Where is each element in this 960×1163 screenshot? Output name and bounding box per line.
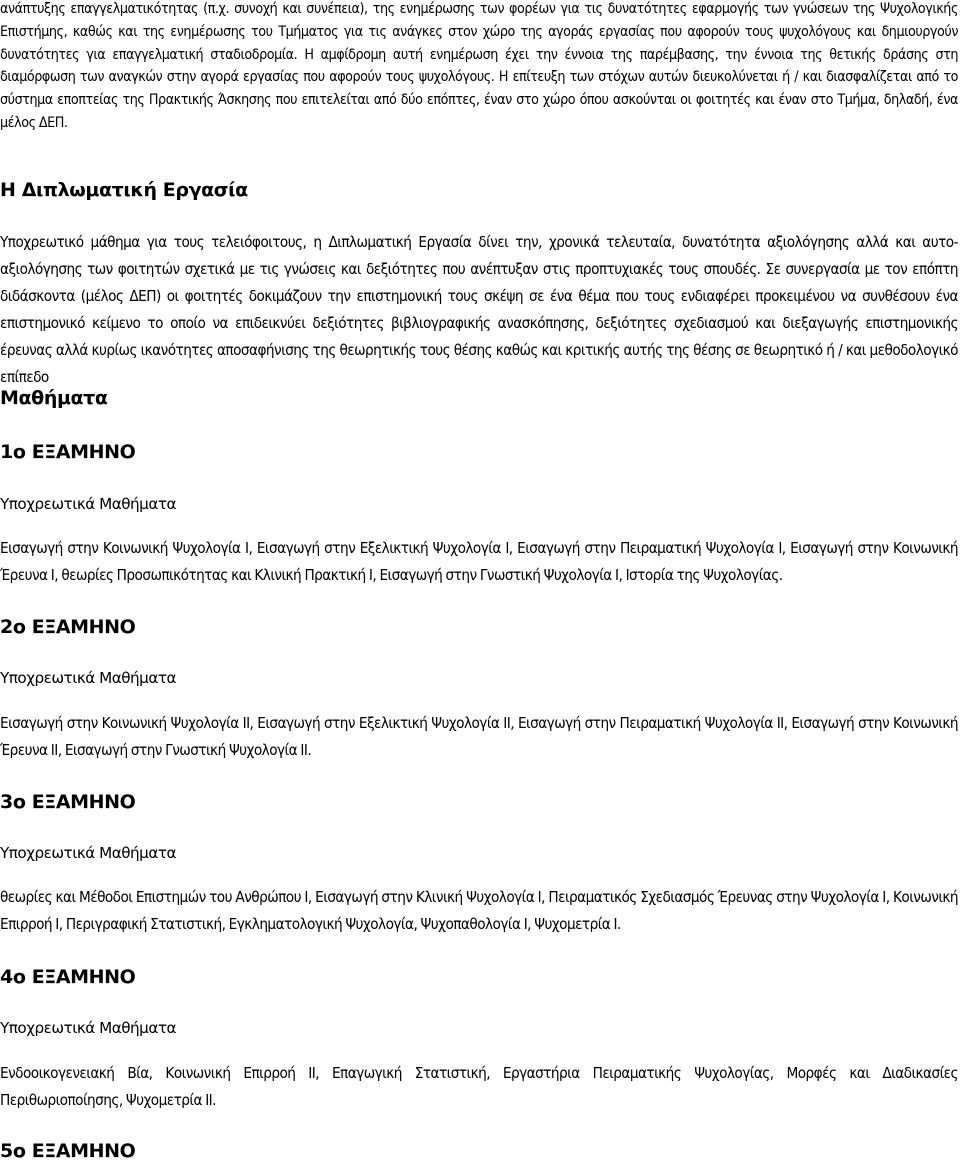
- semester-5-title: 5ο ΕΞΑΜΗΝΟ: [0, 1140, 136, 1162]
- semester-4-courses: Ενδοοικογενειακή Βία, Κοινωνική Επιρροή ΙΙ, Επαγωγική Στατιστική, Εργαστήρια Πειραματικής Ψυχολογίας, Μορφές και Διαδικασίες Περιθωριοποίησης, Ψυχομετρία ΙΙ.: [0, 1064, 958, 1109]
- semester-4-title: 4ο ΕΞΑΜΗΝΟ: [0, 966, 136, 988]
- courses-heading: Μαθήματα: [0, 387, 108, 409]
- semester-2-courses: Εισαγωγή στην Κοινωνική Ψυχολογία ΙΙ, Εισαγωγή στην Εξελικτική Ψυχολογία ΙΙ, Εισαγωγή στην Πειραματική Ψυχολογία ΙΙ, Εισαγωγή στην Κοινωνική Έρευνα ΙΙ, Εισαγωγή στην Γνωστική Ψυχολογία ΙΙ.: [0, 714, 958, 759]
- semester-1-courses: Εισαγωγή στην Κοινωνική Ψυχολογία Ι, Εισαγωγή στην Εξελικτική Ψυχολογία Ι, Εισαγωγή στην Πειραματική Ψυχολογία Ι, Εισαγωγή στην Κοινωνική Έρευνα Ι, θεωρίες Προσωπικότητας και Κλινική Πρακτική Ι, Εισαγωγή στην Γνωστική Ψυχολογία Ι, Ιστορία της Ψυχολογίας.: [0, 539, 958, 584]
- semester-2-subheading: Υποχρεωτικά Μαθήματα: [0, 669, 176, 687]
- intro-paragraph: ανάπτυξης επαγγελματικότητας (π.χ. συνοχή και συνέπεια), της ενημέρωσης των φορέων για τις δυνατότητες εφαρμογής των γνώσεων της Ψυχολογικής Επιστήμης, καθώς και της ενημέρωσης του Τμήματος για τις ανάγκες στον χώρο της αγοράς εργασίας που αφορούν τους ψυχολόγους και δημιουργούν δυνατότητες για επαγγελματική σταδιοδρομία. Η αμφίδρομη αυτή ενημέρωση έχει την έννοια της παρέμβασης, την έννοια της θετικής δράσης στη διαμόρφωση των αναγκών στην αγορά εργασίας που αφορούν τους ψυχολόγους. Η επίτευξη των στόχων αυτών διευκολύνεται ή / και διασφαλίζεται από το σύστημα εποπτείας της Πρακτικής Άσκησης που επιτελείται από δύο επόπτες, έναν στο χώρο όπου ασκούνται οι φοιτητές και έναν στο Τμήμα, δηλαδή, ένα μέλος ΔΕΠ.: [0, 1, 958, 131]
- thesis-paragraph: Υποχρεωτικό μάθημα για τους τελειόφοιτους, η Διπλωματική Εργασία δίνει την, χρονικά τελευταία, δυνατότητα αξιολόγησης αλλά και αυτο-αξιολόγησης των φοιτητών σχετικά με τις γνώσεις και δεξιότητες που ανέπτυξαν στις προπτυχιακές τους σπουδές. Σε συνεργασία με τον επόπτη διδάσκοντα (μέλος ΔΕΠ) οι φοιτητές δοκιμάζουν την επιστημονική τους σκέψη σε ένα θέμα που τους ενδιαφέρει προκειμένου να συνθέσουν ένα επιστημονικό κείμενο το οποίο να επιδεικνύει δεξιότητες βιβλιογραφικής ανασκόπησης, δεξιότητες σχεδιασμού και διεξαγωγής επιστημονικής έρευνας αλλά κυρίως ικανότητες αποσαφήνισης της θεωρητικής τους θέσης καθώς και κριτικής αυτής της θέσης σε θεωρητικό ή / και μεθοδολογικό επίπεδο: [0, 233, 958, 386]
- semester-1-title: 1ο ΕΞΑΜΗΝΟ: [0, 441, 136, 463]
- semester-2-title: 2ο ΕΞΑΜΗΝΟ: [0, 616, 136, 638]
- semester-3-subheading: Υποχρεωτικά Μαθήματα: [0, 844, 176, 862]
- semester-4-subheading: Υποχρεωτικά Μαθήματα: [0, 1019, 176, 1037]
- thesis-heading: Η Διπλωματική Εργασία: [0, 179, 248, 201]
- semester-1-subheading: Υποχρεωτικά Μαθήματα: [0, 495, 176, 513]
- semester-3-courses: θεωρίες και Μέθοδοι Επιστημών του Ανθρώπου Ι, Εισαγωγή στην Κλινική Ψυχολογία Ι, Πειραματικός Σχεδιασμός Έρευνας στην Ψυχολογία Ι, Κοινωνική Επιρροή Ι, Περιγραφική Στατιστική, Εγκληματολογική Ψυχολογία, Ψυχοπαθολογία Ι, Ψυχομετρία Ι.: [0, 888, 958, 933]
- semester-3-title: 3ο ΕΞΑΜΗΝΟ: [0, 791, 136, 813]
